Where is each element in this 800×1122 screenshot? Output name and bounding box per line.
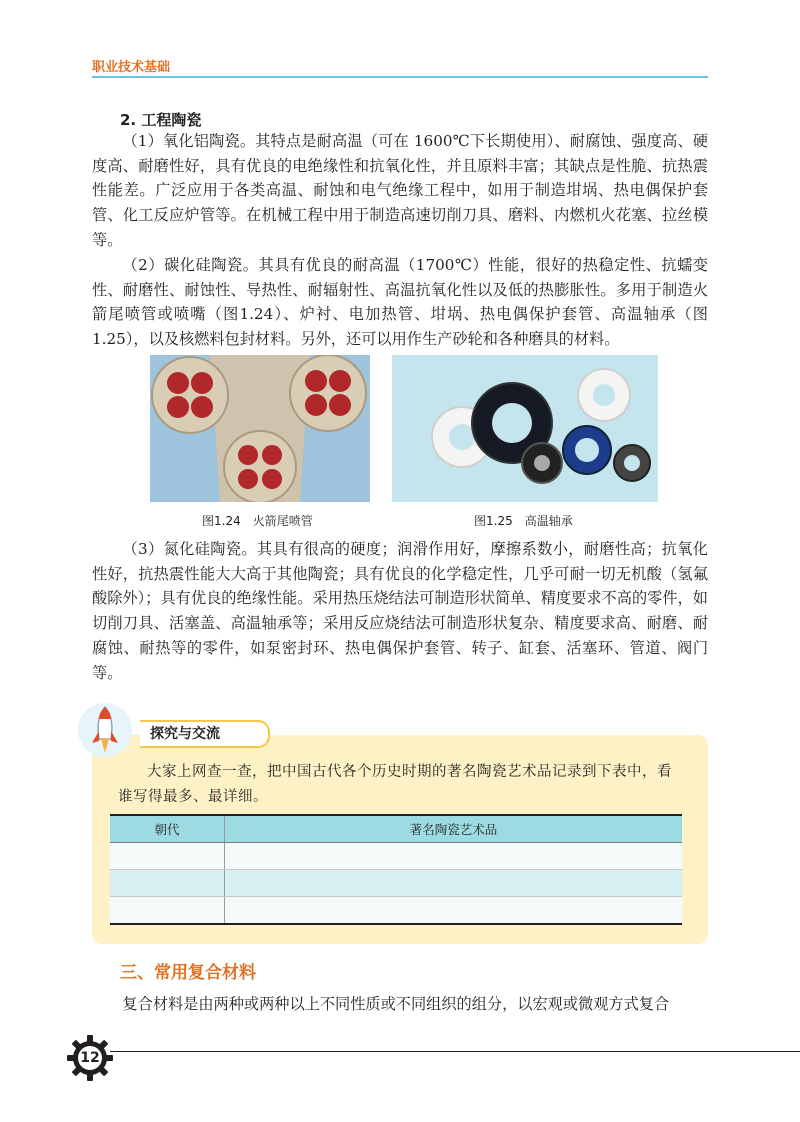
paragraph-silicon-carbide: （2）碳化硅陶瓷。其具有优良的耐高温（1700℃）性能，很好的热稳定性、抗蠕变性、耐磨性、耐蚀性、导热性、耐辐射性、高温抗氧化性以及低的热膨胀性。多用于制造火箭尾喷管或喷嘴（图1.24）、炉衬、电加热管、坩埚、热电偶保护套管、高温轴承（图1.25），以及核燃料包封材料。另外，还可以用作生产砂轮和各种磨具的材料。: [92, 256, 708, 349]
table-header-artworks: 著名陶瓷艺术品: [225, 815, 683, 843]
paragraph-silicon-nitride: （3）氮化硅陶瓷。其具有很高的硬度；润滑作用好，摩擦系数小，耐磨性高；抗氧化性好，抗热震性能大大高于其他陶瓷；具有优良的化学稳定性，几乎可耐一切无机酸（氢氟酸除外）；具有优良的绝缘性能。采用热压烧结法可制造形状简单、精度要求不高的零件，如切削刀具、活塞盖、高温轴承等；采用反应烧结法可制造形状复杂、精度要求高、耐磨、耐腐蚀、耐热等的零件，如泵密封环、热电偶保护套管、转子、缸套、活塞环、管道、阀门等。: [92, 540, 708, 682]
table-cell[interactable]: [110, 870, 225, 897]
table-cell[interactable]: [110, 843, 225, 870]
table-cell[interactable]: [225, 870, 683, 897]
explore-instruction: 大家上网查一查，把中国古代各个历史时期的著名陶瓷艺术品记录到下表中，看谁写得最多、最详细。: [118, 764, 672, 805]
nozzle-cluster-left: [152, 357, 228, 433]
nozzle-cluster-right: [290, 355, 366, 431]
paragraph-alumina: （1）氧化铝陶瓷。其特点是耐高温（可在 1600℃下长期使用）、耐腐蚀、强度高、硬度高、耐磨性好，具有优良的电绝缘性和抗氧化性，并且原料丰富；其缺点是性脆、抗热震性能差。广泛应用于各类高温、耐蚀和电气绝缘工程中，如用于制造坩埚、热电偶保护套管、化工反应炉管等。在机械工程中用于制造高速切削刀具、磨料、内燃机火花塞、拉丝模等。: [92, 132, 708, 249]
section-heading-composites: 三、常用复合材料: [120, 963, 256, 983]
table-cell[interactable]: [225, 843, 683, 870]
header-rule: [92, 76, 708, 78]
section-title: 2. 工程陶瓷: [120, 111, 202, 129]
nozzle-cluster-bottom: [224, 431, 296, 502]
page-number: 12: [80, 1050, 100, 1066]
explore-tab-label: 探究与交流: [140, 720, 270, 748]
table-header-dynasty: 朝代: [110, 815, 225, 843]
paragraph-composites: 复合材料是由两种或两种以上不同性质或不同组织的组分，以宏观或微观方式复合: [122, 995, 670, 1013]
table-row: [110, 870, 682, 897]
dynasty-ceramics-table: [110, 814, 682, 925]
table-cell[interactable]: [225, 897, 683, 925]
figure-caption-1-24: 图1.24 火箭尾喷管: [202, 514, 313, 528]
table-cell[interactable]: [110, 897, 225, 925]
rocket-nozzle-photo: [150, 355, 370, 502]
rocket-icon: [76, 701, 134, 759]
running-header: 职业技术基础: [92, 60, 171, 75]
table-row: [110, 843, 682, 870]
ceramic-bearing-photo: [392, 355, 658, 502]
table-row: [110, 897, 682, 925]
footer-rule: [110, 1051, 800, 1052]
figure-caption-1-25: 图1.25 高温轴承: [474, 514, 573, 528]
